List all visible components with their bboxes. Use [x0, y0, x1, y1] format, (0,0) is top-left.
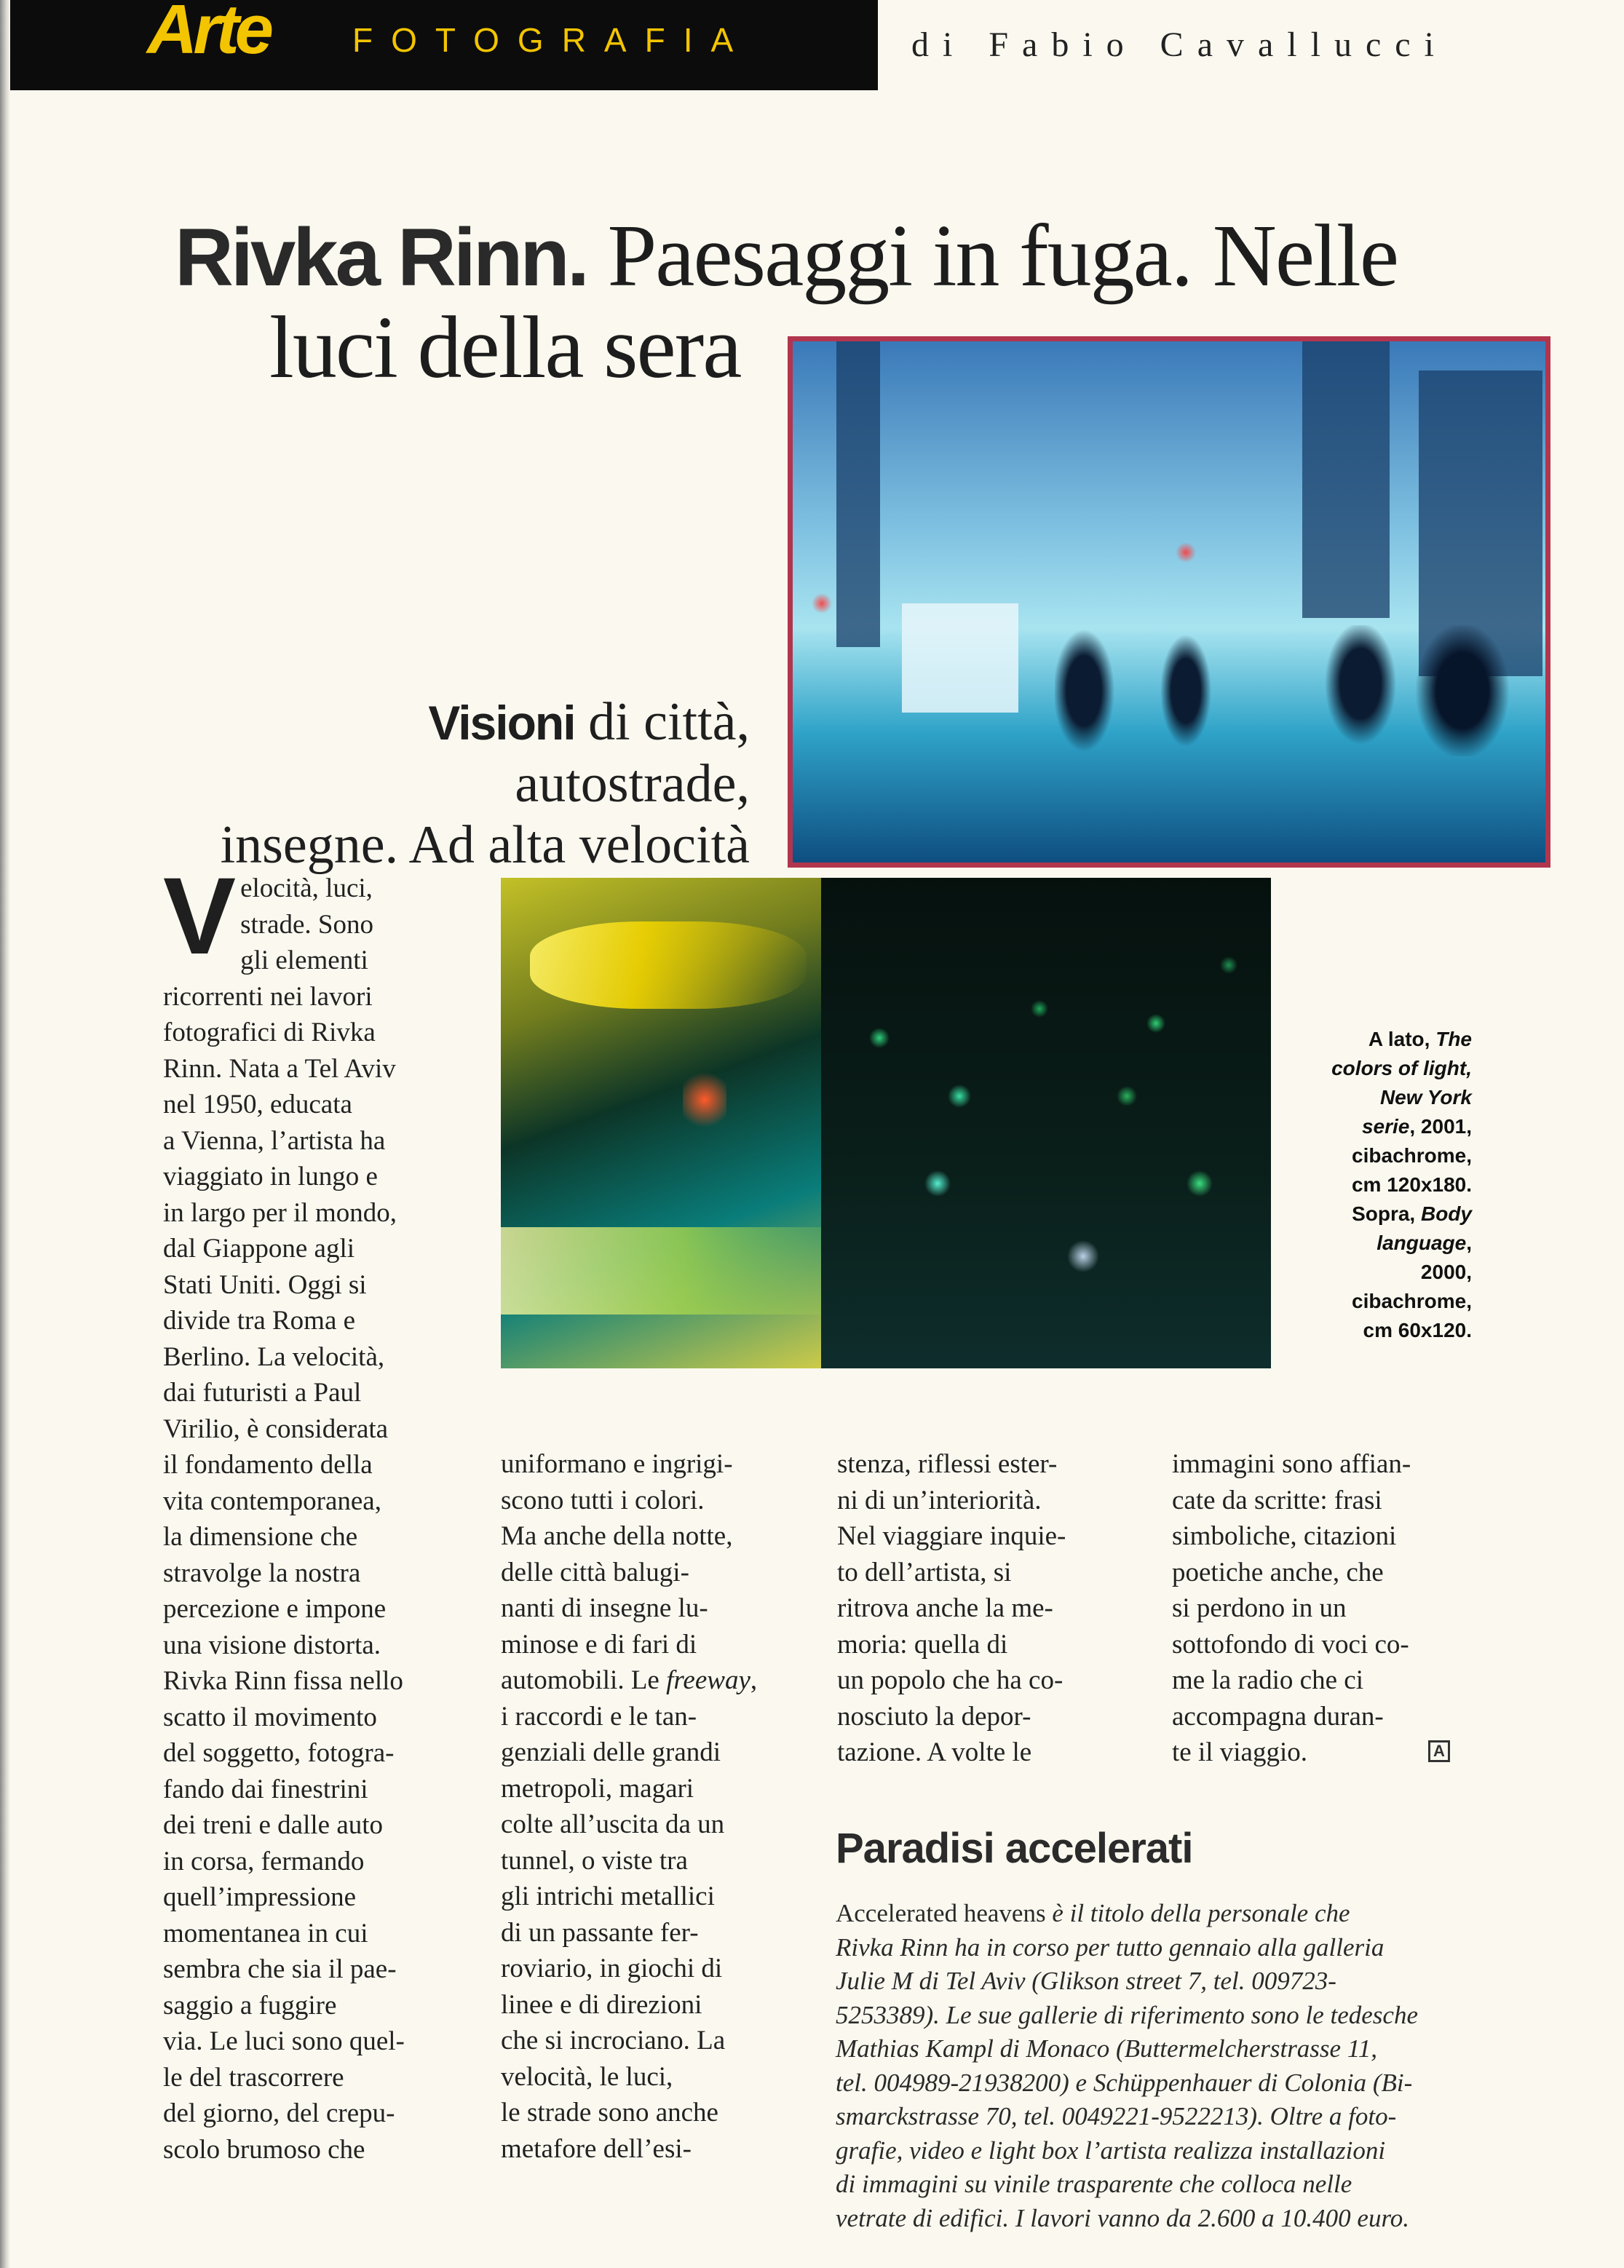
photo-light-streak	[683, 1067, 726, 1133]
body-text: uniformano e ingrigi- scono tutti i colori. Ma anche della notte, delle città balugi- nanti di insegne lu- minose e di fari di automobili. Le	[501, 1449, 733, 1695]
subheadline	[211, 691, 750, 876]
author-byline: di Fabio Cavallucci	[911, 25, 1448, 64]
magazine-logo: Arte	[147, 0, 270, 68]
headline-line1: Paesaggi in fuga. Nelle	[586, 207, 1398, 305]
photo-pedestrians	[1055, 625, 1550, 756]
photo-building	[836, 341, 880, 647]
photo-light-streak	[530, 921, 807, 1009]
photo-light-streak	[501, 1227, 865, 1315]
body-column-2	[501, 1446, 799, 2167]
body-emphasis: freeway	[666, 1665, 750, 1695]
header-bar	[10, 0, 878, 90]
caption-text: , 2001, cibachrome, cm 120x180. Sopra,	[1351, 1115, 1472, 1225]
body-text: elocità, luci, strade. Sono gli elementi ricorrenti nei lavori fotografici di Rivka Rinn. Nata a Tel Aviv nel 1950, educata a Vienna, l’artista ha viaggiato in lungo e in largo per il mondo, dal Giappone agli Stati Uniti. Oggi si divide tra Roma e Berlino. La velocità, dai futuristi a Paul Virilio, è considerata il fondamento della vita contemporanea, la dimensione che stravolge la nostra percezione e impone una visione distorta. Rivka Rinn fissa nello scatto il movimento del soggetto, fotogra- fando dai finestrini dei treni e dalle auto in corsa, fermando quell’impressione momentanea in cui sembra che sia il pae- saggio a fuggire via. Le luci sono quel- le del trascorrere del giorno, del crepu- scolo brumoso che	[163, 873, 405, 2165]
caption-title: Body language	[1377, 1202, 1472, 1254]
sidebar-title: Paradisi accelerati	[836, 1825, 1193, 1872]
caption-text: , 2000, cibachrome, cm 60x120.	[1352, 1232, 1472, 1341]
body-column-3: stenza, riflessi ester- ni di un’interiorità. Nel viaggiare inquie- to dell’artista, si ritrova anche la me- moria: quella di un popolo che ha co- nosciuto la depor- tazione. A volte le	[837, 1449, 1066, 1767]
sidebar-text	[836, 1897, 1462, 2235]
caption-text: A lato,	[1368, 1028, 1436, 1050]
body-text: , i raccordi e le tan- genziali delle grandi metropoli, magari colte all’uscita da un tunnel, o viste tra gli intrichi metallici di un passante fer- roviario, in giochi di linee e di direzioni che si incrociano. La velocità, le luci, le strade sono anche metafore dell’esi-	[501, 1665, 758, 2164]
headline-name: Rivka Rinn.	[175, 212, 587, 303]
section-label: FOTOGRAFIA	[352, 21, 752, 59]
body-column-1	[163, 855, 469, 2168]
sidebar-body: è il titolo della personale che Rivka Rinn ha in corso per tutto gennaio alla galleria Julie M di Tel Aviv (Glikson street 7, tel. 009723- 5253389). Le sue gallerie di riferimento sono le tedesche Mathias Kampl di Monaco (Buttermelcherstrasse 11, tel. 004989-21938200) e Schüppenhauer di Colonia (Bi- smarckstrasse 70, tel. 0049221-9522213). Oltre a foto- grafie, video e light box l’artista realizza installazioni di immagini su vinile trasparente che colloca nelle vetrate di edifici. I lavori vanno da 2.600 a 10.400 euro.	[836, 1899, 1418, 2232]
subhead-keyword: Visioni	[428, 696, 575, 750]
subhead-line2: insegne. Ad alta velocità	[220, 815, 750, 875]
photo-building	[1302, 341, 1390, 618]
body-column-4: immagini sono affian- cate da scritte: frasi simboliche, citazioni poetiche anche, che si perdono in un sottofondo di voci co- me la radio che ci accompagna duran- te il viaggio.	[1172, 1449, 1411, 1767]
photo-city-lights	[821, 878, 1271, 1368]
article-end-mark: A	[1428, 1740, 1450, 1762]
photo-truck	[902, 603, 1018, 713]
photo-caption	[1326, 1025, 1472, 1345]
subhead-line1: di città, autostrade,	[515, 692, 750, 814]
exhibition-title: Accelerated heavens	[836, 1899, 1046, 1927]
drop-cap: V	[163, 855, 237, 977]
photo-new-york-street	[788, 336, 1550, 868]
photo-night-city-lights	[501, 878, 1271, 1368]
caption-title: The colors of light, New York serie	[1331, 1028, 1472, 1138]
headline-line2: luci della sera	[269, 298, 741, 397]
page-edge-shadow	[0, 0, 10, 2268]
